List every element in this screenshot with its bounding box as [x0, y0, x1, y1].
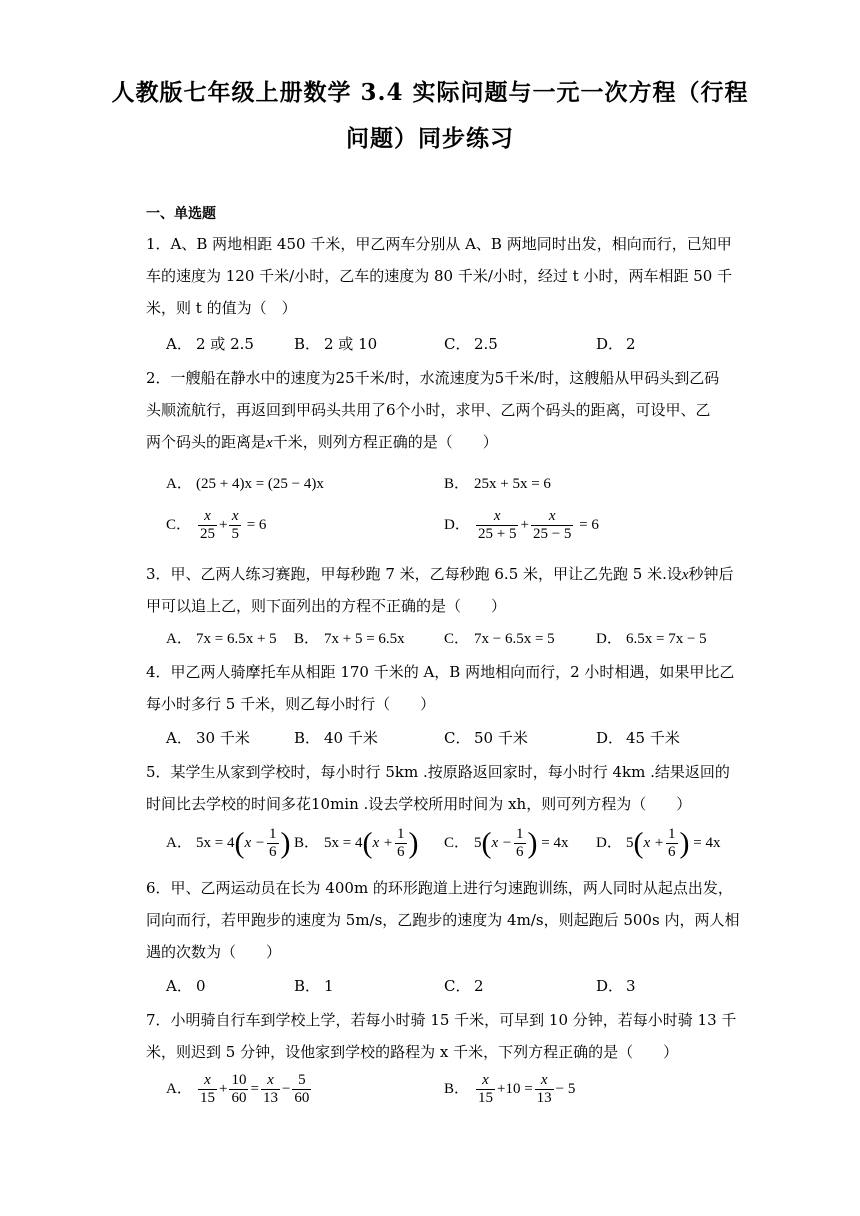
question-5-line-2: 时间比去学校的时间多花10min .设去学校所用时间为 xh，则可列方程为（ ） [146, 795, 692, 813]
question-2-line-3: 两个码头的距离是x千米，则列方程正确的是（ ） [146, 433, 498, 451]
question-5-option-b[interactable]: B． 5x = 4(x + $\frac{1}{6}$ ) [294, 826, 419, 860]
page-title-line-2: 问题）同步练习 [346, 125, 514, 152]
question-3-option-c[interactable]: C． 7x − 6.5x = 5 [444, 631, 555, 647]
question-6-option-d[interactable]: D． 3 [596, 977, 636, 995]
question-2-line-1: 2．一艘船在静水中的速度为25千米/时，水流速度为5千米/时，这艘船从甲码头到乙码 [146, 369, 720, 387]
question-4-option-c[interactable]: C． 50 千米 [444, 729, 528, 747]
page-title-line-1: 人教版七年级上册数学 3.4 实际问题与一元一次方程（行程 [111, 79, 749, 106]
question-7-option-b[interactable]: B． $\frac{x}{15}$ +10 = $\frac{x}{13}$ − 5 [444, 1072, 576, 1106]
question-7-line-2: 米，则迟到 5 分钟，设他家到学校的路程为 x 千米，下列方程正确的是（ ） [146, 1043, 679, 1061]
question-6-option-c[interactable]: C． 2 [444, 977, 484, 995]
question-3-option-d[interactable]: D． 6.5x = 7x − 5 [596, 631, 707, 647]
question-2-line-2: 头顺流航行，再返回到甲码头共用了6个小时，求甲、乙两个码头的距离，可设甲、乙 [146, 401, 711, 419]
question-1-line-1: 1．A、B 两地相距 450 千米，甲乙两车分别从 A、B 两地同时出发，相向而行，已知甲 [146, 235, 732, 253]
question-3-line-1: 3．甲、乙两人练习赛跑，甲每秒跑 7 米，乙每秒跑 6.5 米，甲让乙先跑 5 米.设x秒钟后 [146, 565, 734, 583]
question-2-option-d[interactable]: D． $\frac{x}{25 + 5}$ + $\frac{x}{25 - 5}$ = 6 [444, 508, 599, 542]
question-6-option-b[interactable]: B． 1 [294, 977, 334, 995]
question-6-line-3: 遇的次数为（ ） [146, 943, 282, 961]
question-5-option-a[interactable]: A． 5x = 4(x − $\frac{1}{6}$ ) [166, 826, 291, 860]
question-1-option-c[interactable]: C． 2.5 [444, 335, 498, 353]
question-2-option-c[interactable]: C． $\frac{x}{25}$ + $\frac{x}{5}$ = 6 [166, 508, 267, 542]
section-heading: 一、单选题 [146, 206, 216, 222]
question-6-line-1: 6．甲、乙两运动员在长为 400m 的环形跑道上进行匀速跑训练，两人同时从起点出发， [146, 879, 733, 897]
question-3-option-a[interactable]: A． 7x = 6.5x + 5 [166, 631, 277, 647]
question-2-option-b[interactable]: B． 25x + 5x = 6 [444, 476, 551, 492]
question-3-option-b[interactable]: B． 7x + 5 = 6.5x [294, 631, 405, 647]
question-5-line-1: 5．某学生从家到学校时，每小时行 5km .按原路返回家时，每小时行 4km .结果返回的 [146, 763, 730, 781]
question-1-line-3: 米，则 t 的值为（ ） [146, 299, 297, 317]
question-6-option-a[interactable]: A． 0 [166, 977, 206, 995]
question-1-line-2: 车的速度为 120 千米/小时，乙车的速度为 80 千米/小时，经过 t 小时，两车相距 50 千 [146, 267, 733, 285]
question-1-option-a[interactable]: A． 2 或 2.5 [166, 335, 254, 353]
question-3-line-2: 甲可以追上乙，则下面列出的方程不正确的是（ ） [146, 597, 507, 615]
question-1-option-d[interactable]: D． 2 [596, 335, 636, 353]
question-5-option-d[interactable]: D． 5(x + $\frac{1}{6}$ ) = 4x [596, 826, 721, 860]
question-1-option-b[interactable]: B． 2 或 10 [294, 335, 378, 353]
question-4-line-1: 4．甲乙两人骑摩托车从相距 170 千米的 A，B 两地相向而行，2 小时相遇，如果甲比乙 [146, 663, 735, 681]
question-4-line-2: 每小时多行 5 千米，则乙每小时行（ ） [146, 695, 436, 713]
question-4-option-a[interactable]: A． 30 千米 [166, 729, 250, 747]
question-4-option-d[interactable]: D． 45 千米 [596, 729, 680, 747]
question-5-option-c[interactable]: C． 5(x − $\frac{1}{6}$ ) = 4x [444, 826, 569, 860]
question-2-option-a[interactable]: A． (25 + 4)x = (25 − 4)x [166, 476, 324, 492]
question-4-option-b[interactable]: B． 40 千米 [294, 729, 378, 747]
question-6-line-2: 同向而行，若甲跑步的速度为 5m/s，乙跑步的速度为 4m/s，则起跑后 500s 内，两人相 [146, 911, 740, 929]
question-7-line-1: 7．小明骑自行车到学校上学，若每小时骑 15 千米，可早到 10 分钟，若每小时骑 13 千 [146, 1011, 737, 1029]
question-7-option-a[interactable]: A． $\frac{x}{15}$ + $\frac{10}{60}$ = $\frac{x}{13}$ − $\frac{5}{60}$ [166, 1072, 310, 1106]
